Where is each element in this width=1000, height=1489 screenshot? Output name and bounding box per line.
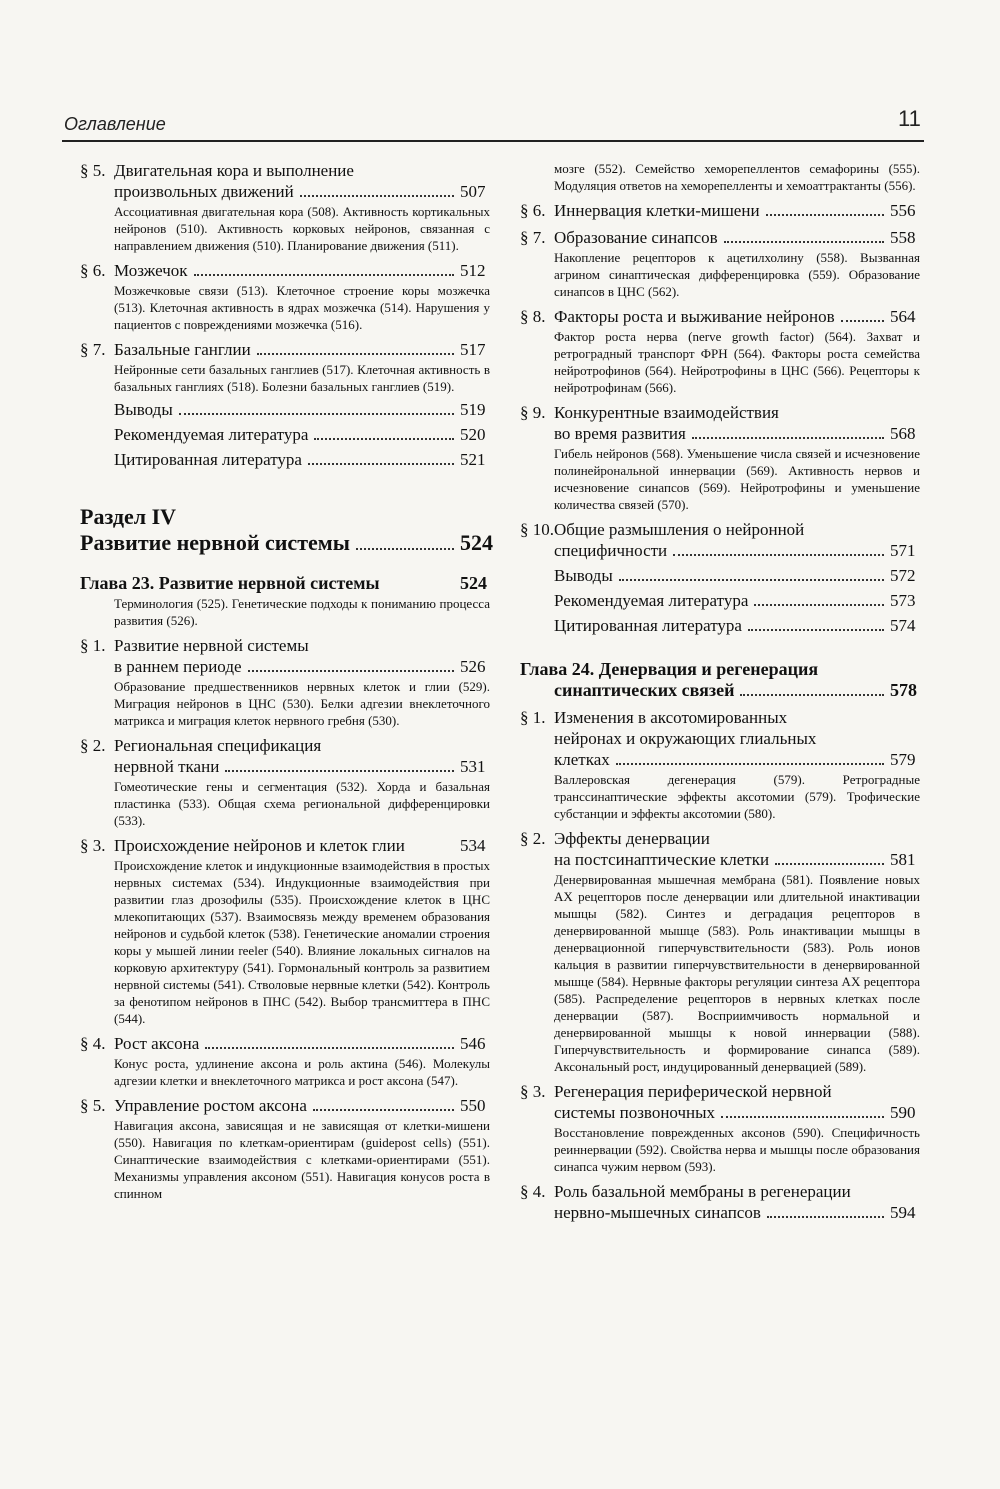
toc-section[interactable]: § 6. Иннервация клетки-мишени 556 xyxy=(520,201,916,220)
section-summary: Восстановление поврежденных аксонов (590). Специфичность реиннервации (592). Свойства нерва и мышцы после образования синапса чужим нервом (593). xyxy=(554,1125,920,1174)
toc-section[interactable]: § 3. Происхождение нейронов и клеток глии 534 Происхождение клеток и индукционные взаимодействия в простых нервных системах (534). Индукционные взаимодействия при развитии глаз дрозофилы (535). Происхождение клеток в ЦНС млекопитающих (537). Взаимосвязь между временем образования нейронов и судьбой клеток (538). Генетические аномалии строения коры у мышей линии reeler (540). Влияние локальных сигналов на корковую архитектуру (541). Гормональный контроль за развитием нервной системы (541). Стволовые нервные клетки (542). Контроль за фенотипом нейронов в ПНС (542). Выбор трансмиттера в ПНС (544). xyxy=(80,836,490,1026)
toc-section[interactable]: § 9. Конкурентные взаимодействия во время развития 568 Гибель нейронов (568). Уменьшение числа связей и исчезновение полинейрональной иннервации (569). Активность нервов и исчезновение синапсов (569). Нейротрофины и уменьшение количества связей (570). xyxy=(520,403,920,512)
toc-section[interactable]: § 2. Региональная спецификация нервной ткани 531 Гомеотические гены и сегментация (532). Хорда и базальная пластинка (533). Общая схема региональной дифференцировки (533). xyxy=(80,736,490,828)
section-summary: Гибель нейронов (568). Уменьшение числа связей и исчезновение полинейрональной иннервации (569). Активность нервов и исчезновение синапсов (569). Нейротрофины и уменьшение количества связей (570). xyxy=(554,446,920,512)
toc-entry-cited[interactable]: Цитированная литература 521 xyxy=(114,450,486,469)
running-header-title: Оглавление xyxy=(64,114,166,134)
toc-section[interactable] xyxy=(80,160,490,254)
toc-entry-chapter[interactable]: Глава 23. Развитие нервной системы 524 xyxy=(80,573,487,593)
section-number: § 6. xyxy=(80,261,106,280)
section-summary: Гомеотические гены и сегментация (532). Хорда и базальная пластинка (533). Общая схема региональной дифференцировки (533). xyxy=(114,779,490,828)
toc-section[interactable]: § 2. Эффекты денервации на постсинаптические клетки 581 Денервированная мышечная мембрана (581). Появление новых АХ рецепторов после денервации или длительной инактивации мышцы (582). Синтез и деградация рецепторов в денервированной мышце (583). Роль инактивации мышцы в денервационной гиперчувствительности (583). Роль ионов кальция в развитии гиперчувствительности в денервированной мышце (584). Нервные факторы регуляции синтеза АХ рецептора (585). Распределение рецепторов в нервных клетках после денервации (587). Восприимчивость нормальной и денервированной мышцы к новой иннервации (588). Гиперчувствительность и формирование синапса (589). Аксональный рост, индуцированный денервацией (589). xyxy=(520,829,920,1074)
toc-column-right xyxy=(520,160,920,1223)
section-summary: Происхождение клеток и индукционные взаимодействия в простых нервных системах (534). Индукционные взаимодействия при развитии глаз дрозофилы (535). Происхождение клеток в ЦНС млекопитающих (537). Взаимосвязь между временем образования нейронов и судьбой клеток (538). Генетические аномалии строения коры у мышей линии reeler (540). Влияние локальных сигналов на корковую архитектуру (541). Гормональный контроль за развитием нервной системы (541). Стволовые нервные клетки (542). Контроль за фенотипом нейронов в ПНС (542). Выбор трансмиттера в ПНС (544). xyxy=(114,858,490,1026)
section-summary: Денервированная мышечная мембрана (581). Появление новых АХ рецепторов после денервации или длительной инактивации мышцы (582). Синтез и деградация рецепторов в денервированной мышце (583). Роль инактивации мышцы в денервационной гиперчувствительности (583). Роль ионов кальция в развитии гиперчувствительности в денервированной мышце (584). Нервные факторы регуляции синтеза АХ рецептора (585). Распределение рецепторов в нервных клетках после денервации (587). Восприимчивость нормальной и денервированной мышцы к новой иннервации (588). Гиперчувствительность и формирование синапса (589). Аксональный рост, индуцированный денервацией (589). xyxy=(554,872,920,1074)
toc-section[interactable]: § 1. Развитие нервной системы в раннем периоде 526 Образование предшественников нервных клеток и глии (529). Миграция нейронов в ЦНС (530). Белки адгезии внеклеточного матрикса и миграция клеток нервного гребня (530). xyxy=(80,636,490,728)
toc-section[interactable]: § 1. Изменения в аксотомированных нейронах и окружающих глиальных клетках 579 Валлеровская дегенерация (579). Ретроградные транссинаптические эффекты аксотомии (579). Трофические субстанции и эффекты аксотомии (580). xyxy=(520,708,920,821)
toc-entry-recommended[interactable]: Рекомендуемая литература 520 xyxy=(114,425,486,444)
toc-section[interactable] xyxy=(80,260,490,333)
section-summary: Образование предшественников нервных клеток и глии (529). Миграция нейронов в ЦНС (530). Белки адгезии внеклеточного матрикса и миграция клеток нервного гребня (530). xyxy=(114,679,490,728)
page-number: 11 xyxy=(898,106,921,131)
section-summary: Конус роста, удлинение аксона и роль актина (546). Молекулы адгезии клетки и внеклеточного матрикса и рост аксона (547). xyxy=(114,1056,490,1088)
toc-entry-conclusions[interactable]: Выводы 572 xyxy=(554,566,916,585)
toc-entry-conclusions[interactable]: Выводы 519 xyxy=(114,400,486,419)
toc-section[interactable]: § 3. Регенерация периферической нервной системы позвоночных 590 Восстановление поврежденных аксонов (590). Специфичность реиннервации (592). Свойства нерва и мышцы после образования синапса чужим нервом (593). xyxy=(520,1082,920,1174)
section-summary: Валлеровская дегенерация (579). Ретроградные транссинаптические эффекты аксотомии (579). Трофические субстанции и эффекты аксотомии (580). xyxy=(554,772,920,821)
section-title: произвольных движений xyxy=(114,182,294,201)
section-title: Двигательная кора и выполнение xyxy=(114,161,354,180)
section-summary: Ассоциативная двигательная кора (508). Активность кортикальных нейронов (510). Активность корковых нейронов, связанная с направлением движения (510). Планирование движения (511). xyxy=(114,204,490,253)
toc-section[interactable] xyxy=(80,339,490,395)
toc-section[interactable]: § 10. Общие размышления о нейронной специфичности 571 xyxy=(520,520,916,560)
toc-entry-chapter[interactable]: Глава 24. Денервация и регенерация синаптических связей 578 xyxy=(520,659,917,700)
toc-section[interactable]: § 7. Образование синапсов 558 Накопление рецепторов к ацетилхолину (558). Вызванная агрином синаптическая дифференцировка (559). Образование синапсов в ЦНС (562). xyxy=(520,228,920,299)
section-summary: Мозжечковые связи (513). Клеточное строение коры мозжечка (513). Клеточная активность в ядрах мозжечка (514). Нарушения у пациентов с повреждениями мозжечка (516). xyxy=(114,283,490,332)
toc-column-left xyxy=(80,160,493,1202)
section-summary: Фактор роста нерва (nerve growth factor) (564). Захват и ретроградный транспорт ФРН (564). Факторы роста семейства нейротрофинов (564). Нейротрофины в ЦНС (566). Рецепторы к нейротрофинам (566). xyxy=(554,329,920,395)
toc-section[interactable]: § 4. Роль базальной мембраны в регенерации нервно-мышечных синапсов 594 xyxy=(520,1182,916,1222)
section-summary: Навигация аксона, зависящая и не зависящая от клетки-мишени (550). Навигация по клеткам-ориентирам (guidepost cells) (551). Синаптические взаимодействия с клетками-ориентирами (551). Механизмы управления аксоном (551). Навигация конусов роста в спинном xyxy=(114,1118,490,1201)
page-ref: 517 xyxy=(460,340,486,359)
section-title: Мозжечок xyxy=(114,261,188,280)
section-number: § 5. xyxy=(80,161,106,180)
page-ref: 512 xyxy=(460,261,486,280)
section-summary: Накопление рецепторов к ацетилхолину (558). Вызванная агрином синаптическая дифференцировка (559). Образование синапсов в ЦНС (562). xyxy=(554,250,920,299)
toc-entry-part[interactable]: Развитие нервной системы 524 xyxy=(80,530,493,555)
chapter-summary: Терминология (525). Генетические подходы к пониманию процесса развития (526). xyxy=(114,596,490,628)
toc-entry-cited[interactable]: Цитированная литература 574 xyxy=(554,616,916,635)
part-label: Раздел IV xyxy=(80,504,177,529)
section-number: § 7. xyxy=(80,340,106,359)
toc-section[interactable]: § 5. Управление ростом аксона 550 Навигация аксона, зависящая и не зависящая от клетки-мишени (550). Навигация по клеткам-ориентирам (guidepost cells) (551). Синаптические взаимодействия с клетками-ориентирами (551). Механизмы управления аксоном (551). Навигация конусов роста в спинном xyxy=(80,1096,490,1201)
toc-section[interactable]: § 4. Рост аксона 546 Конус роста, удлинение аксона и роль актина (546). Молекулы адгезии клетки и внеклеточного матрикса и рост аксона (547). xyxy=(80,1034,490,1088)
toc-section[interactable]: § 8. Факторы роста и выживание нейронов 564 Фактор роста нерва (nerve growth factor) (564). Захват и ретроградный транспорт ФРН (564). Факторы роста семейства нейротрофинов (564). Нейротрофины в ЦНС (566). Рецепторы к нейротрофинам (566). xyxy=(520,307,920,395)
header-rule xyxy=(62,140,924,142)
toc-entry-recommended[interactable]: Рекомендуемая литература 573 xyxy=(554,591,916,610)
section-summary: Нейронные сети базальных ганглиев (517). Клеточная активность в базальных ганглиях (518). Болезни базальных ганглиев (519). xyxy=(114,362,490,394)
section-title: Базальные ганглии xyxy=(114,340,251,359)
section-summary-continued: мозге (552). Семейство хеморепеллентов семафорины (555). Модуляция ответов на хеморепелленты и хемоаттрактанты (556). xyxy=(554,161,920,193)
page-ref: 507 xyxy=(460,182,486,201)
